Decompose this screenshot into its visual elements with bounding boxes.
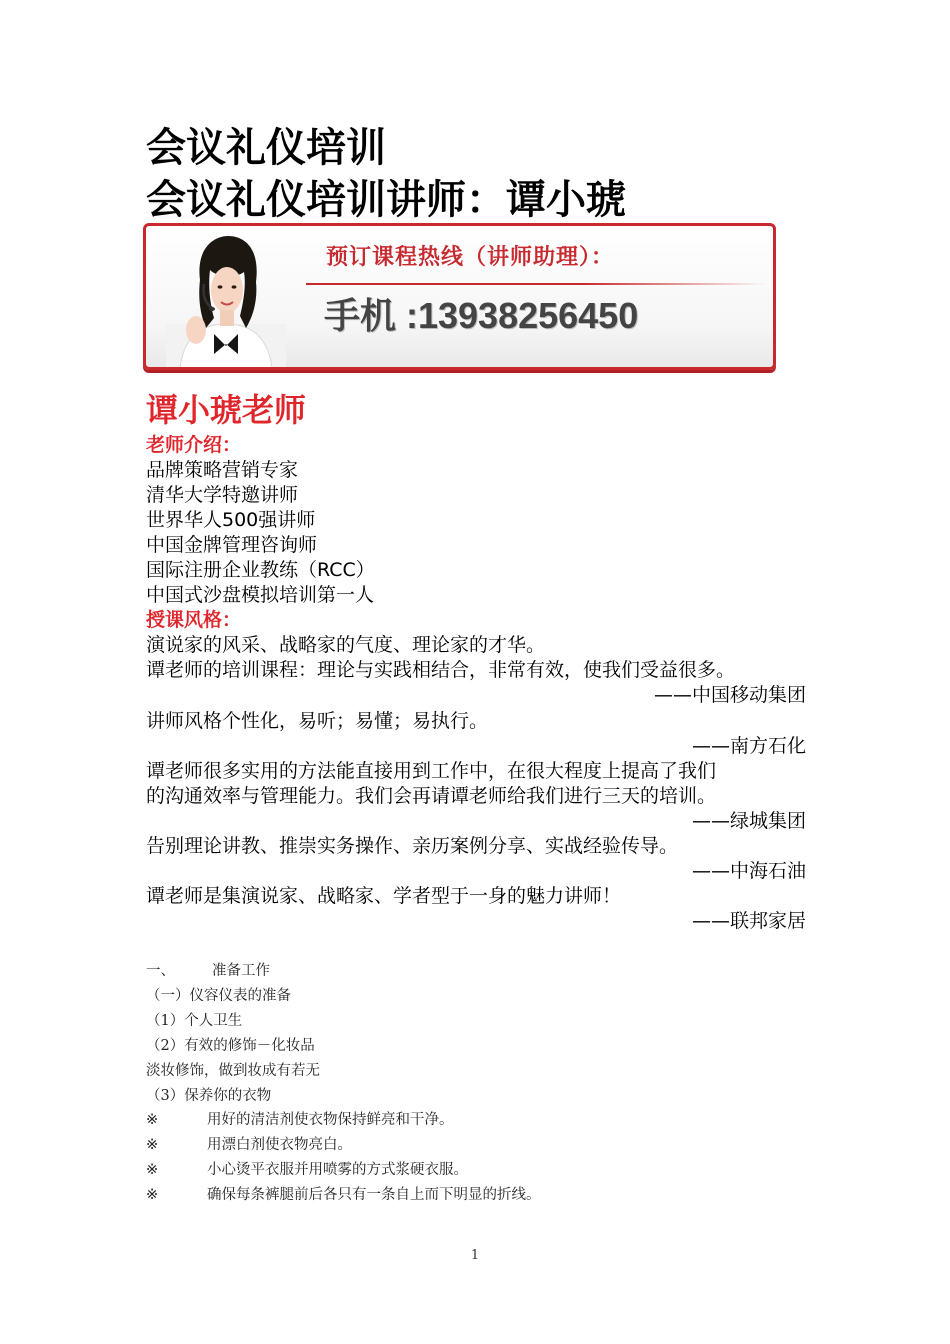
- list-item: （1）个人卫生: [146, 1013, 243, 1029]
- intro-item: 中国金牌管理咨询师: [146, 534, 318, 556]
- list-item: （3）保养你的衣物: [146, 1088, 272, 1104]
- testimonial-source: ——中海石油: [691, 860, 806, 882]
- bullet-mark: ※: [146, 1137, 159, 1153]
- subsection-heading: （一）仪容仪表的准备: [146, 988, 291, 1004]
- bullet-text: 用好的清洁剂使衣物保持鲜亮和干净。: [207, 1112, 454, 1128]
- testimonial-text: 告别理论讲教、推崇实务操作、亲历案例分享、实战经验传导。: [146, 835, 679, 857]
- style-summary: 演说家的风采、战略家的气度、理论家的才华。: [146, 634, 546, 656]
- section-number: 一、: [146, 963, 175, 979]
- style-heading: 授课风格：: [146, 609, 242, 631]
- bullet-mark: ※: [146, 1112, 159, 1128]
- intro-heading: 老师介绍：: [146, 434, 242, 456]
- hotline-label: 预订课程热线（讲师助理）：: [326, 245, 615, 270]
- bullet-mark: ※: [146, 1162, 159, 1178]
- bullet-text: 小心烫平衣服并用喷雾的方式浆硬衣服。: [207, 1162, 468, 1178]
- section-title: 准备工作: [212, 963, 270, 979]
- page-number: 1: [470, 1248, 480, 1263]
- intro-item: 中国式沙盘模拟培训第一人: [146, 584, 375, 606]
- testimonial-source: ——中国移动集团: [653, 684, 806, 706]
- teacher-name: 谭小琥老师: [146, 391, 307, 429]
- list-item: （2）有效的修饰－化妆品: [146, 1038, 315, 1054]
- list-item-note: 淡妆修饰，做到妆成有若无: [146, 1063, 320, 1079]
- intro-item: 品牌策略营销专家: [146, 459, 299, 481]
- intro-item: 世界华人500强讲师: [146, 509, 316, 531]
- intro-item: 清华大学特邀讲师: [146, 484, 299, 506]
- testimonial-text: 的沟通效率与管理能力。我们会再请谭老师给我们进行三天的培训。: [146, 785, 717, 807]
- phone-number: 手机 :13938256450: [324, 295, 639, 336]
- testimonial-source: ——南方石化: [691, 735, 806, 757]
- banner-divider: [306, 283, 766, 285]
- testimonial-text: 谭老师很多实用的方法能直接用到工作中，在很大程度上提高了我们: [146, 760, 717, 782]
- bullet-text: 用漂白剂使衣物亮白。: [207, 1137, 352, 1153]
- testimonial-text: 谭老师是集演说家、战略家、学者型于一身的魅力讲师！: [146, 885, 622, 907]
- bullet-text: 确保每条裤腿前后各只有一条自上而下明显的折线。: [207, 1187, 541, 1203]
- bullet-mark: ※: [146, 1187, 159, 1203]
- customer-service-woman-icon: [166, 232, 286, 368]
- document-subtitle: 会议礼仪培训讲师：谭小琥: [146, 177, 626, 223]
- hotline-banner: [143, 223, 776, 370]
- testimonial-text: 谭老师的培训课程：理论与实践相结合，非常有效，使我们受益很多。: [146, 659, 736, 681]
- intro-item: 国际注册企业教练（RCC）: [146, 559, 375, 581]
- testimonial-source: ——绿城集团: [691, 810, 806, 832]
- testimonial-text: 讲师风格个性化，易听；易懂；易执行。: [146, 710, 489, 732]
- testimonial-source: ——联邦家居: [691, 910, 806, 932]
- document-title: 会议礼仪培训: [146, 125, 386, 171]
